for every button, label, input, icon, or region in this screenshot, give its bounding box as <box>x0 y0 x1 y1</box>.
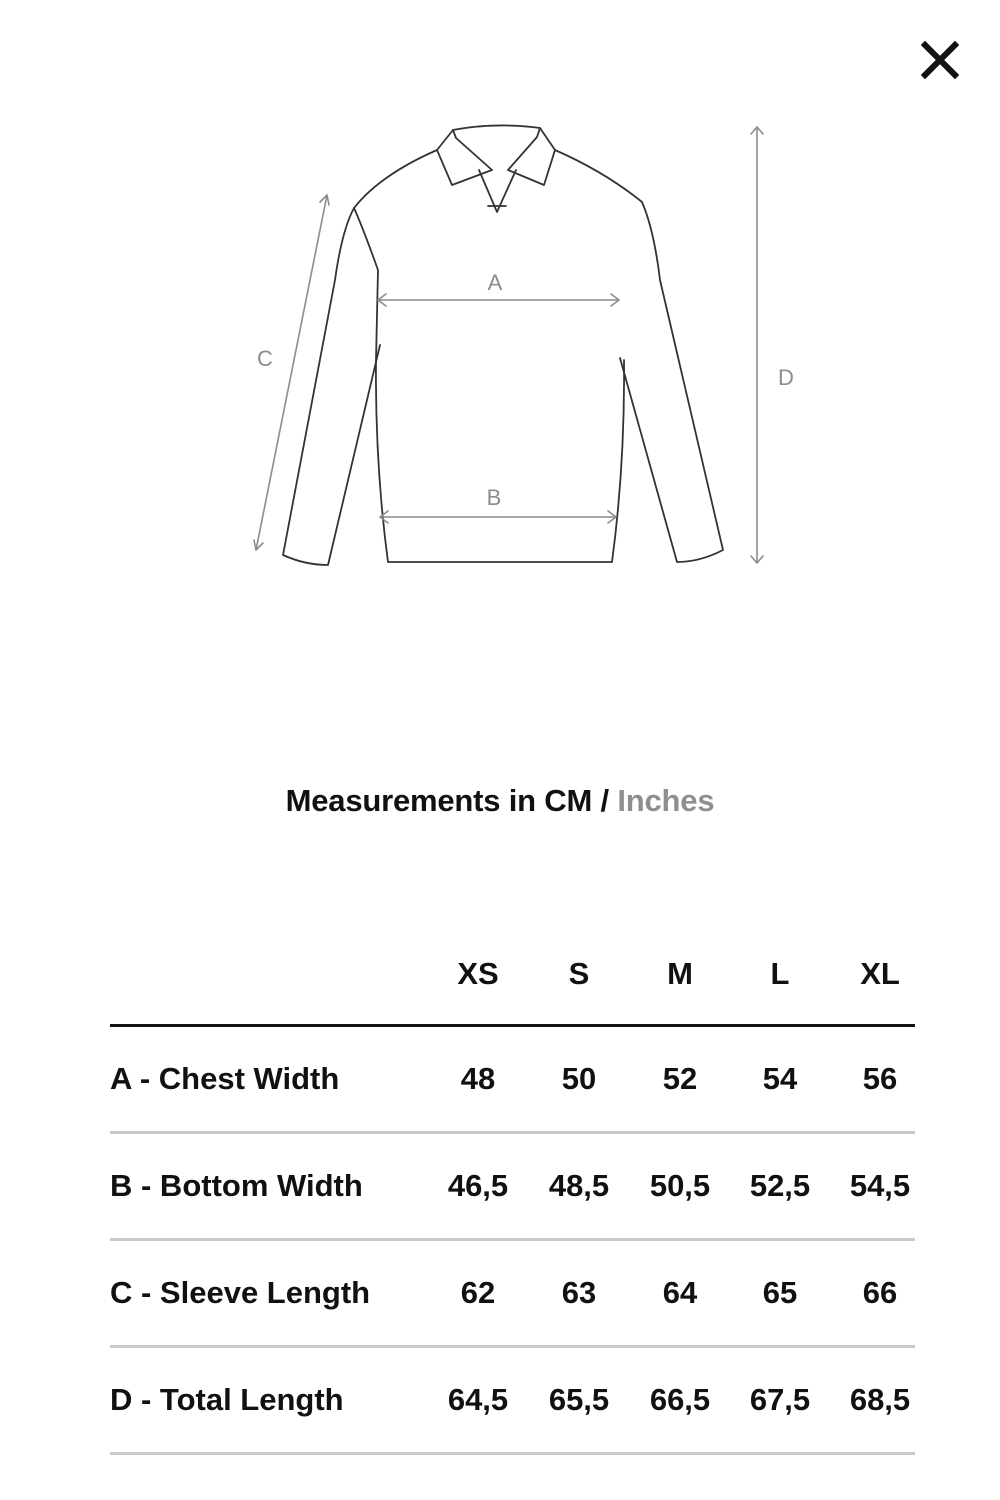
row-label: A - Chest Width <box>110 1061 340 1096</box>
table-cell: 52,5 <box>749 1168 811 1203</box>
close-icon[interactable] <box>918 38 962 82</box>
table-row <box>110 1134 915 1241</box>
size-chart-table <box>110 938 915 1455</box>
unit-inches-toggle[interactable]: Inches <box>617 783 715 818</box>
table-cell: 64 <box>662 1275 698 1310</box>
table-cell: 66 <box>862 1275 898 1310</box>
table-cell: 52 <box>662 1061 698 1096</box>
row-label: B - Bottom Width <box>110 1168 363 1203</box>
label-c: C <box>257 346 273 371</box>
size-header-xl: XL <box>860 956 900 991</box>
close-button[interactable] <box>918 38 962 82</box>
size-header-m: M <box>667 956 693 991</box>
left-shoulder <box>354 150 437 208</box>
label-b: B <box>486 485 502 510</box>
size-header-row <box>110 938 915 1027</box>
right-shoulder <box>555 150 642 202</box>
table-cell: 68,5 <box>849 1382 911 1417</box>
left-collar <box>437 130 492 185</box>
table-cell: 48,5 <box>548 1168 610 1203</box>
table-cell: 46,5 <box>447 1168 509 1203</box>
table-row <box>110 1027 915 1134</box>
left-sleeve-outline <box>283 208 380 565</box>
table-row <box>110 1241 915 1348</box>
row-label: C - Sleeve Length <box>110 1275 371 1310</box>
label-d: D <box>778 365 794 390</box>
sweater-outline <box>230 110 794 580</box>
table-cell: 50 <box>561 1061 597 1096</box>
measure-line-c <box>256 195 327 550</box>
unit-separator: / <box>600 783 618 818</box>
table-cell: 54 <box>762 1061 798 1096</box>
right-sleeve-outline <box>620 202 723 562</box>
garment-diagram <box>230 110 794 580</box>
table-cell: 64,5 <box>447 1382 509 1417</box>
right-collar <box>508 128 555 185</box>
table-cell: 66,5 <box>649 1382 711 1417</box>
unit-selector <box>0 783 1000 819</box>
table-row <box>110 1348 915 1455</box>
table-cell: 50,5 <box>649 1168 711 1203</box>
table-cell: 63 <box>561 1275 597 1310</box>
label-a: A <box>487 270 503 295</box>
table-cell: 54,5 <box>849 1168 911 1203</box>
table-cell: 65,5 <box>548 1382 610 1417</box>
table-cell: 48 <box>460 1061 496 1096</box>
size-header-xs: XS <box>457 956 499 991</box>
table-cell: 65 <box>762 1275 798 1310</box>
table-cell: 56 <box>862 1061 898 1096</box>
unit-cm-label[interactable]: Measurements in CM <box>285 783 593 818</box>
back-collar <box>453 125 540 130</box>
size-header-l: L <box>770 956 790 991</box>
table-cell: 62 <box>460 1275 496 1310</box>
size-header-s: S <box>568 956 590 991</box>
table-cell: 67,5 <box>749 1382 811 1417</box>
row-label: D - Total Length <box>110 1382 344 1417</box>
